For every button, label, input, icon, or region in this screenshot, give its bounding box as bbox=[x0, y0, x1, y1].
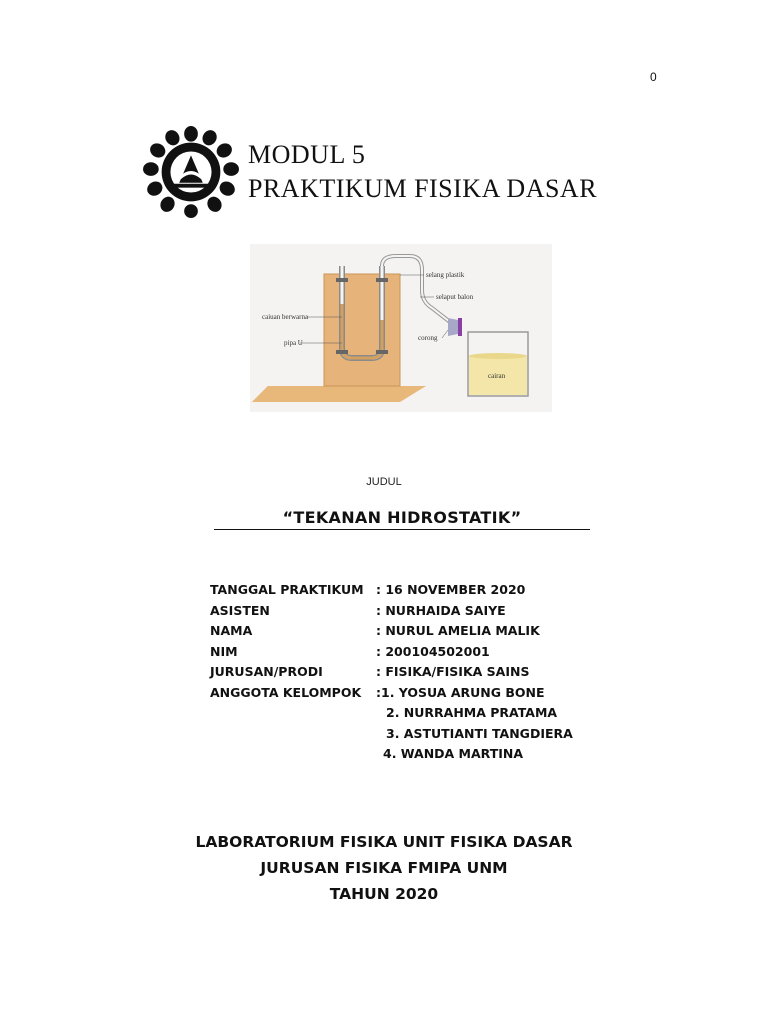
module-title-line2: PRAKTIKUM FISIKA DASAR bbox=[248, 174, 598, 203]
module-title-line1: MODUL 5 bbox=[248, 140, 366, 169]
info-value: : NURHAIDA SAIYE bbox=[376, 602, 506, 618]
label-selaput-balon: selaput balon bbox=[436, 293, 474, 301]
footer-institution bbox=[0, 829, 768, 907]
member-item: 4. WANDA MARTINA bbox=[383, 746, 524, 762]
footer-line: TAHUN 2020 bbox=[329, 885, 439, 903]
member-item: 3. ASTUTIANTI TANGDIERA bbox=[386, 725, 573, 741]
label-pipa-u: pipa U bbox=[284, 339, 303, 347]
info-label: NAMA bbox=[210, 623, 253, 639]
label-selang-plastik: selang plastik bbox=[426, 271, 465, 279]
info-label: JURUSAN/PRODI bbox=[210, 664, 323, 680]
info-row-asisten bbox=[210, 601, 545, 622]
info-table bbox=[210, 580, 545, 704]
info-row-nim bbox=[210, 642, 545, 663]
page-number: 0 bbox=[650, 70, 657, 84]
info-label: ASISTEN bbox=[210, 602, 270, 618]
info-label: NIM bbox=[210, 643, 238, 659]
info-value: : NURUL AMELIA MALIK bbox=[376, 623, 540, 639]
info-row-anggota bbox=[210, 683, 545, 704]
info-label: ANGGOTA KELOMPOK bbox=[210, 684, 362, 700]
info-value: : 200104502001 bbox=[376, 643, 490, 659]
info-value: : 16 NOVEMBER 2020 bbox=[376, 582, 526, 597]
group-members bbox=[383, 703, 573, 765]
info-row-nama bbox=[210, 621, 545, 642]
judul-label: JUDUL bbox=[366, 476, 402, 488]
label-corong: corong bbox=[418, 334, 438, 342]
info-row-tanggal bbox=[210, 580, 545, 601]
info-label: TANGGAL PRAKTIKUM bbox=[210, 582, 364, 597]
university-logo bbox=[142, 126, 240, 218]
footer-line: JURUSAN FISIKA FMIPA UNM bbox=[260, 859, 508, 877]
apparatus-figure bbox=[250, 244, 552, 412]
member-item: 2. NURRAHMA PRATAMA bbox=[386, 705, 558, 720]
info-row-jurusan bbox=[210, 662, 545, 683]
module-title bbox=[248, 138, 597, 206]
label-cairan: cairan bbox=[488, 372, 506, 380]
report-title: “TEKANAN HIDROSTATIK” bbox=[214, 508, 590, 530]
info-value: : FISIKA/FISIKA SAINS bbox=[376, 664, 530, 680]
label-cairan-berwarna: caiuan berwarna bbox=[262, 313, 309, 321]
info-value: :1. YOSUA ARUNG BONE bbox=[376, 684, 545, 700]
footer-line: LABORATORIUM FISIKA UNIT FISIKA DASAR bbox=[195, 833, 573, 851]
